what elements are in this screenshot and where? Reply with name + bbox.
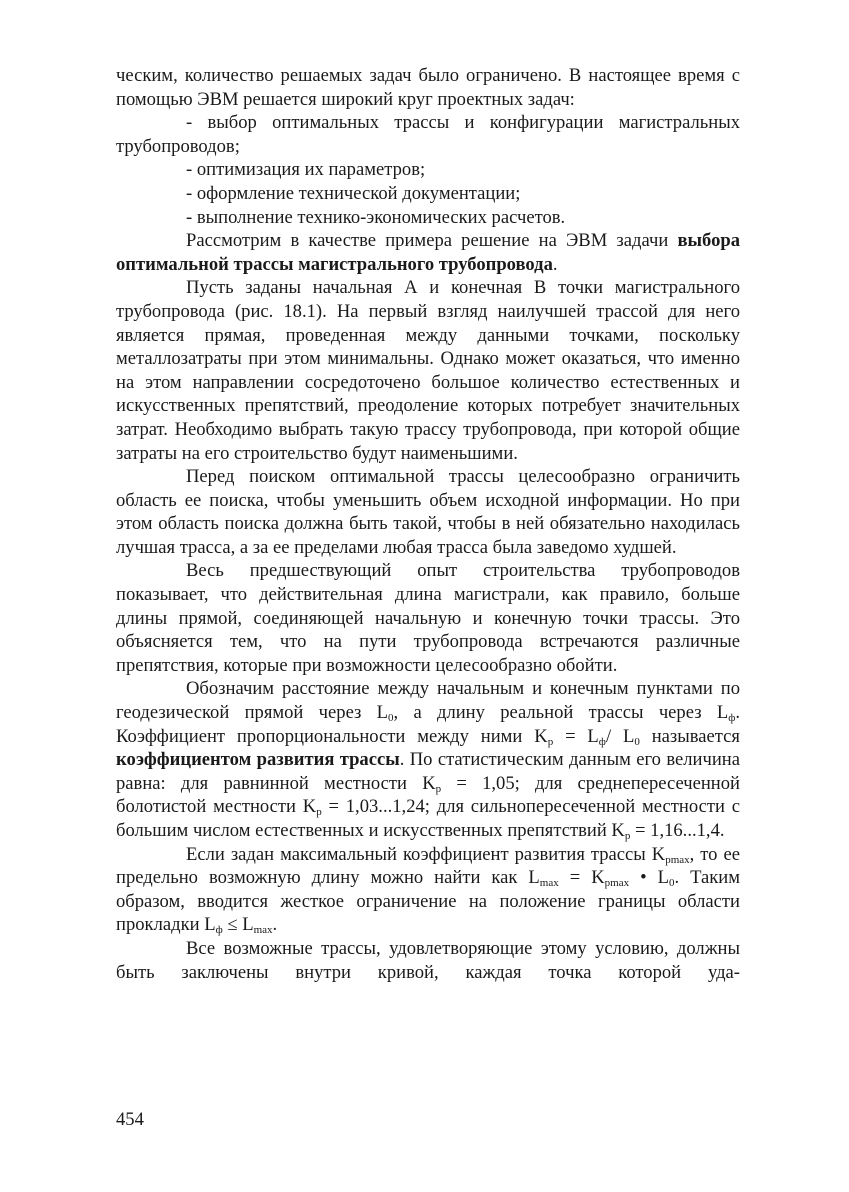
text-run: ≤ L	[222, 914, 254, 936]
text-run: Обозначим расстояние между начальным и конечным пунктами по геодезической прямой через L	[116, 678, 740, 724]
subscript: max	[253, 924, 273, 937]
list-item: - выбор оптимальных трассы и конфигурации магистральных трубопроводов;	[116, 112, 740, 157]
text-run: Рассмотрим в качестве примера решение на ЭВМ задачи	[186, 230, 678, 252]
text-run: • L	[629, 867, 669, 889]
paragraph-max-length	[116, 843, 740, 937]
text-run: .	[272, 914, 278, 936]
text-run: , то ее предельно возможную длину можно найти как L	[116, 843, 740, 889]
subscript: р	[435, 782, 442, 795]
paragraph-example	[116, 229, 740, 276]
paragraph-points: Пусть заданы начальная А и конечная В точки магистрального трубопровода (рис. 18.1). На первый взгляд наилучшей трассой для него является прямая, проведенная между данными точками, поскольку металлозатраты при этом минимальны. Однако может оказаться, что именно на этом направлении сосредоточено большое количество естественных и искусственных препятствий, преодоление которых потребует значительных затрат. Необходимо выбрать такую трассу трубопровода, при которой общие затраты на его строительство будут наименьшими.	[116, 277, 740, 464]
text-run: = 1,03...1,24; для сильнопересеченной местности с большим числом естественных и искусственных препятствий K	[116, 796, 740, 841]
subscript: 0	[668, 877, 675, 890]
subscript: р	[316, 806, 322, 819]
list-item: - выполнение технико-экономических расчетов.	[186, 206, 566, 228]
subscript: 0	[388, 712, 394, 725]
paragraph-boundary: Все возможные трассы, удовлетворяющие этому условию, должны быть заключены внутри кривой, каждая точка которой уда-	[116, 937, 740, 983]
text-run: . Таким образом, вводится жесткое ограничение на положение границы области прокладки L	[116, 867, 741, 936]
text-run: Если задан максимальный коэффициент развития трассы K	[186, 843, 666, 865]
subscript: max	[539, 877, 559, 890]
subscript: рmax	[604, 877, 630, 890]
emphasis-term: коэффициентом развития трассы	[116, 749, 400, 771]
text-run: = K	[558, 867, 605, 889]
text-run: = L	[553, 725, 599, 747]
text-run: = 1,05; для среднепересеченной болотистой местности K	[116, 772, 740, 818]
emphasis-term: выбора оптимальной трассы магистрального трубопровода	[116, 230, 740, 275]
text-run: . Коэффициент пропорциональности между ними K	[116, 702, 740, 747]
page-number: 454	[116, 1109, 144, 1130]
text-run: называется	[639, 725, 740, 747]
text-run: .	[552, 253, 558, 275]
subscript: ф	[598, 735, 606, 748]
subscript: р	[624, 830, 631, 842]
subscript: 0	[634, 735, 640, 748]
paragraph-search-area: Перед поиском оптимальной трассы целесообразно ограничить область ее поиска, чтобы уменьшить объем исходной информации. Но при этом область поиска должна быть такой, чтобы в ней обязательно находилась лучшая трасса, а за ее пределами любая трасса была заведомо худшей.	[116, 466, 740, 558]
text-run: / L	[605, 725, 635, 747]
list-item: - оптимизация их параметров;	[186, 159, 426, 181]
paragraph-experience: Весь предшествующий опыт строительства трубопроводов показывает, что действительная длина магистрали, как правило, больше длины прямой, соединяющей начальную и конечную точки трассы. Это объясняется тем, что на пути трубопровода встречаются различные препятствия, которые при возможности целесообразно обойти.	[116, 560, 740, 676]
subscript: ф	[215, 924, 223, 937]
subscript: рmax	[665, 853, 690, 866]
subscript: ф	[728, 712, 736, 725]
intro-paragraph: ческим, количество решаемых задач было ограничено. В настоящее время с помощью ЭВМ решается широкий круг проектных задач:	[116, 65, 740, 110]
paragraph-coefficient	[116, 677, 740, 842]
text-run: . По статистическим данным его величина равна: для равнинной местности K	[116, 749, 740, 794]
subscript: р	[547, 735, 554, 748]
text-run: , а длину реальной трассы через L	[393, 702, 729, 724]
text-run: = 1,16...1,4.	[630, 820, 725, 841]
page-body	[116, 64, 740, 984]
list-item: - оформление технической документации;	[186, 182, 521, 204]
